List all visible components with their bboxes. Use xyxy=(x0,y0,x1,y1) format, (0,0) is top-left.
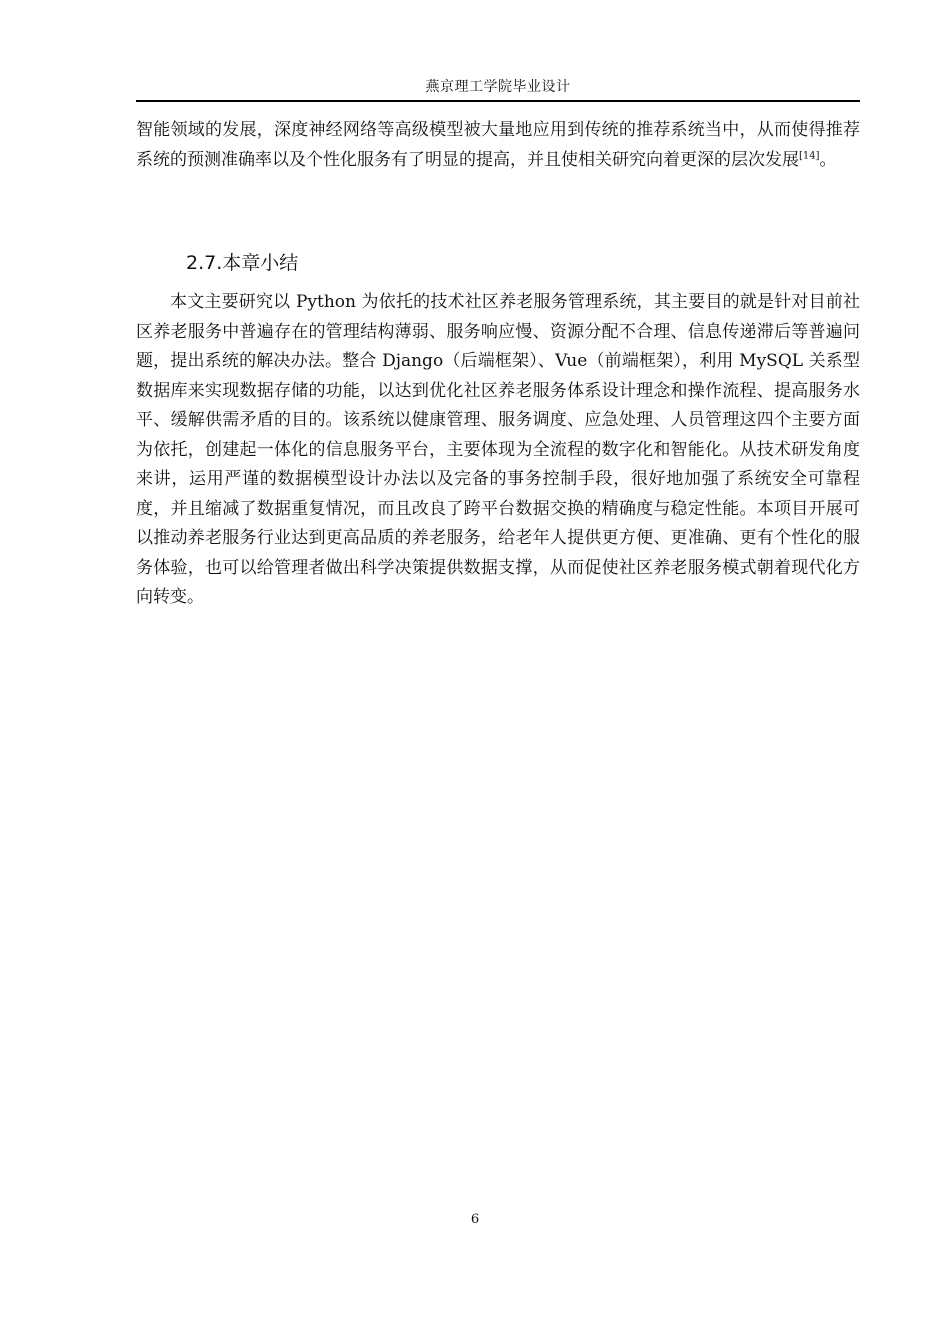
running-header: 燕京理工学院毕业设计 xyxy=(425,79,571,95)
citation-reference: [14] xyxy=(799,149,820,161)
section-heading: 2.7.本章小结 xyxy=(186,252,299,274)
page-number: 6 xyxy=(470,1212,480,1227)
paragraph-end-punctuation: 。 xyxy=(819,149,837,170)
body-paragraph-continuation xyxy=(136,116,860,175)
header-divider xyxy=(136,100,860,102)
chapter-summary-paragraph: 本文主要研究以 Python 为依托的技术社区养老服务管理系统，其主要目的就是针对目前社区养老服务中普遍存在的管理结构薄弱、服务响应慢、资源分配不合理、信息传递滞后等普遍问题，提出系统的解决办法。整合 Django（后端框架）、Vue（前端框架），利用 MySQL 关系型数据库来实现数据存储的功能，以达到优化社区养老服务体系设计理念和操作流程、提高服务水平、缓解供需矛盾的目的。该系统以健康管理、服务调度、应急处理、人员管理这四个主要方面为依托，创建起一体化的信息服务平台，主要体现为全流程的数字化和智能化。从技术研发角度来讲，运用严谨的数据模型设计办法以及完备的事务控制手段，很好地加强了系统安全可靠程度，并且缩减了数据重复情况，而且改良了跨平台数据交换的精确度与稳定性能。本项目开展可以推动养老服务行业达到更高品质的养老服务，给老年人提供更方便、更准确、更有个性化的服务体验，也可以给管理者做出科学决策提供数据支撑，从而促使社区养老服务模式朝着现代化方向转变。 xyxy=(136,292,860,607)
paragraph-text: 智能领域的发展，深度神经网络等高级模型被大量地应用到传统的推荐系统当中，从而使得推荐系统的预测准确率以及个性化服务有了明显的提高，并且使相关研究向着更深的层次发展 xyxy=(136,120,860,170)
